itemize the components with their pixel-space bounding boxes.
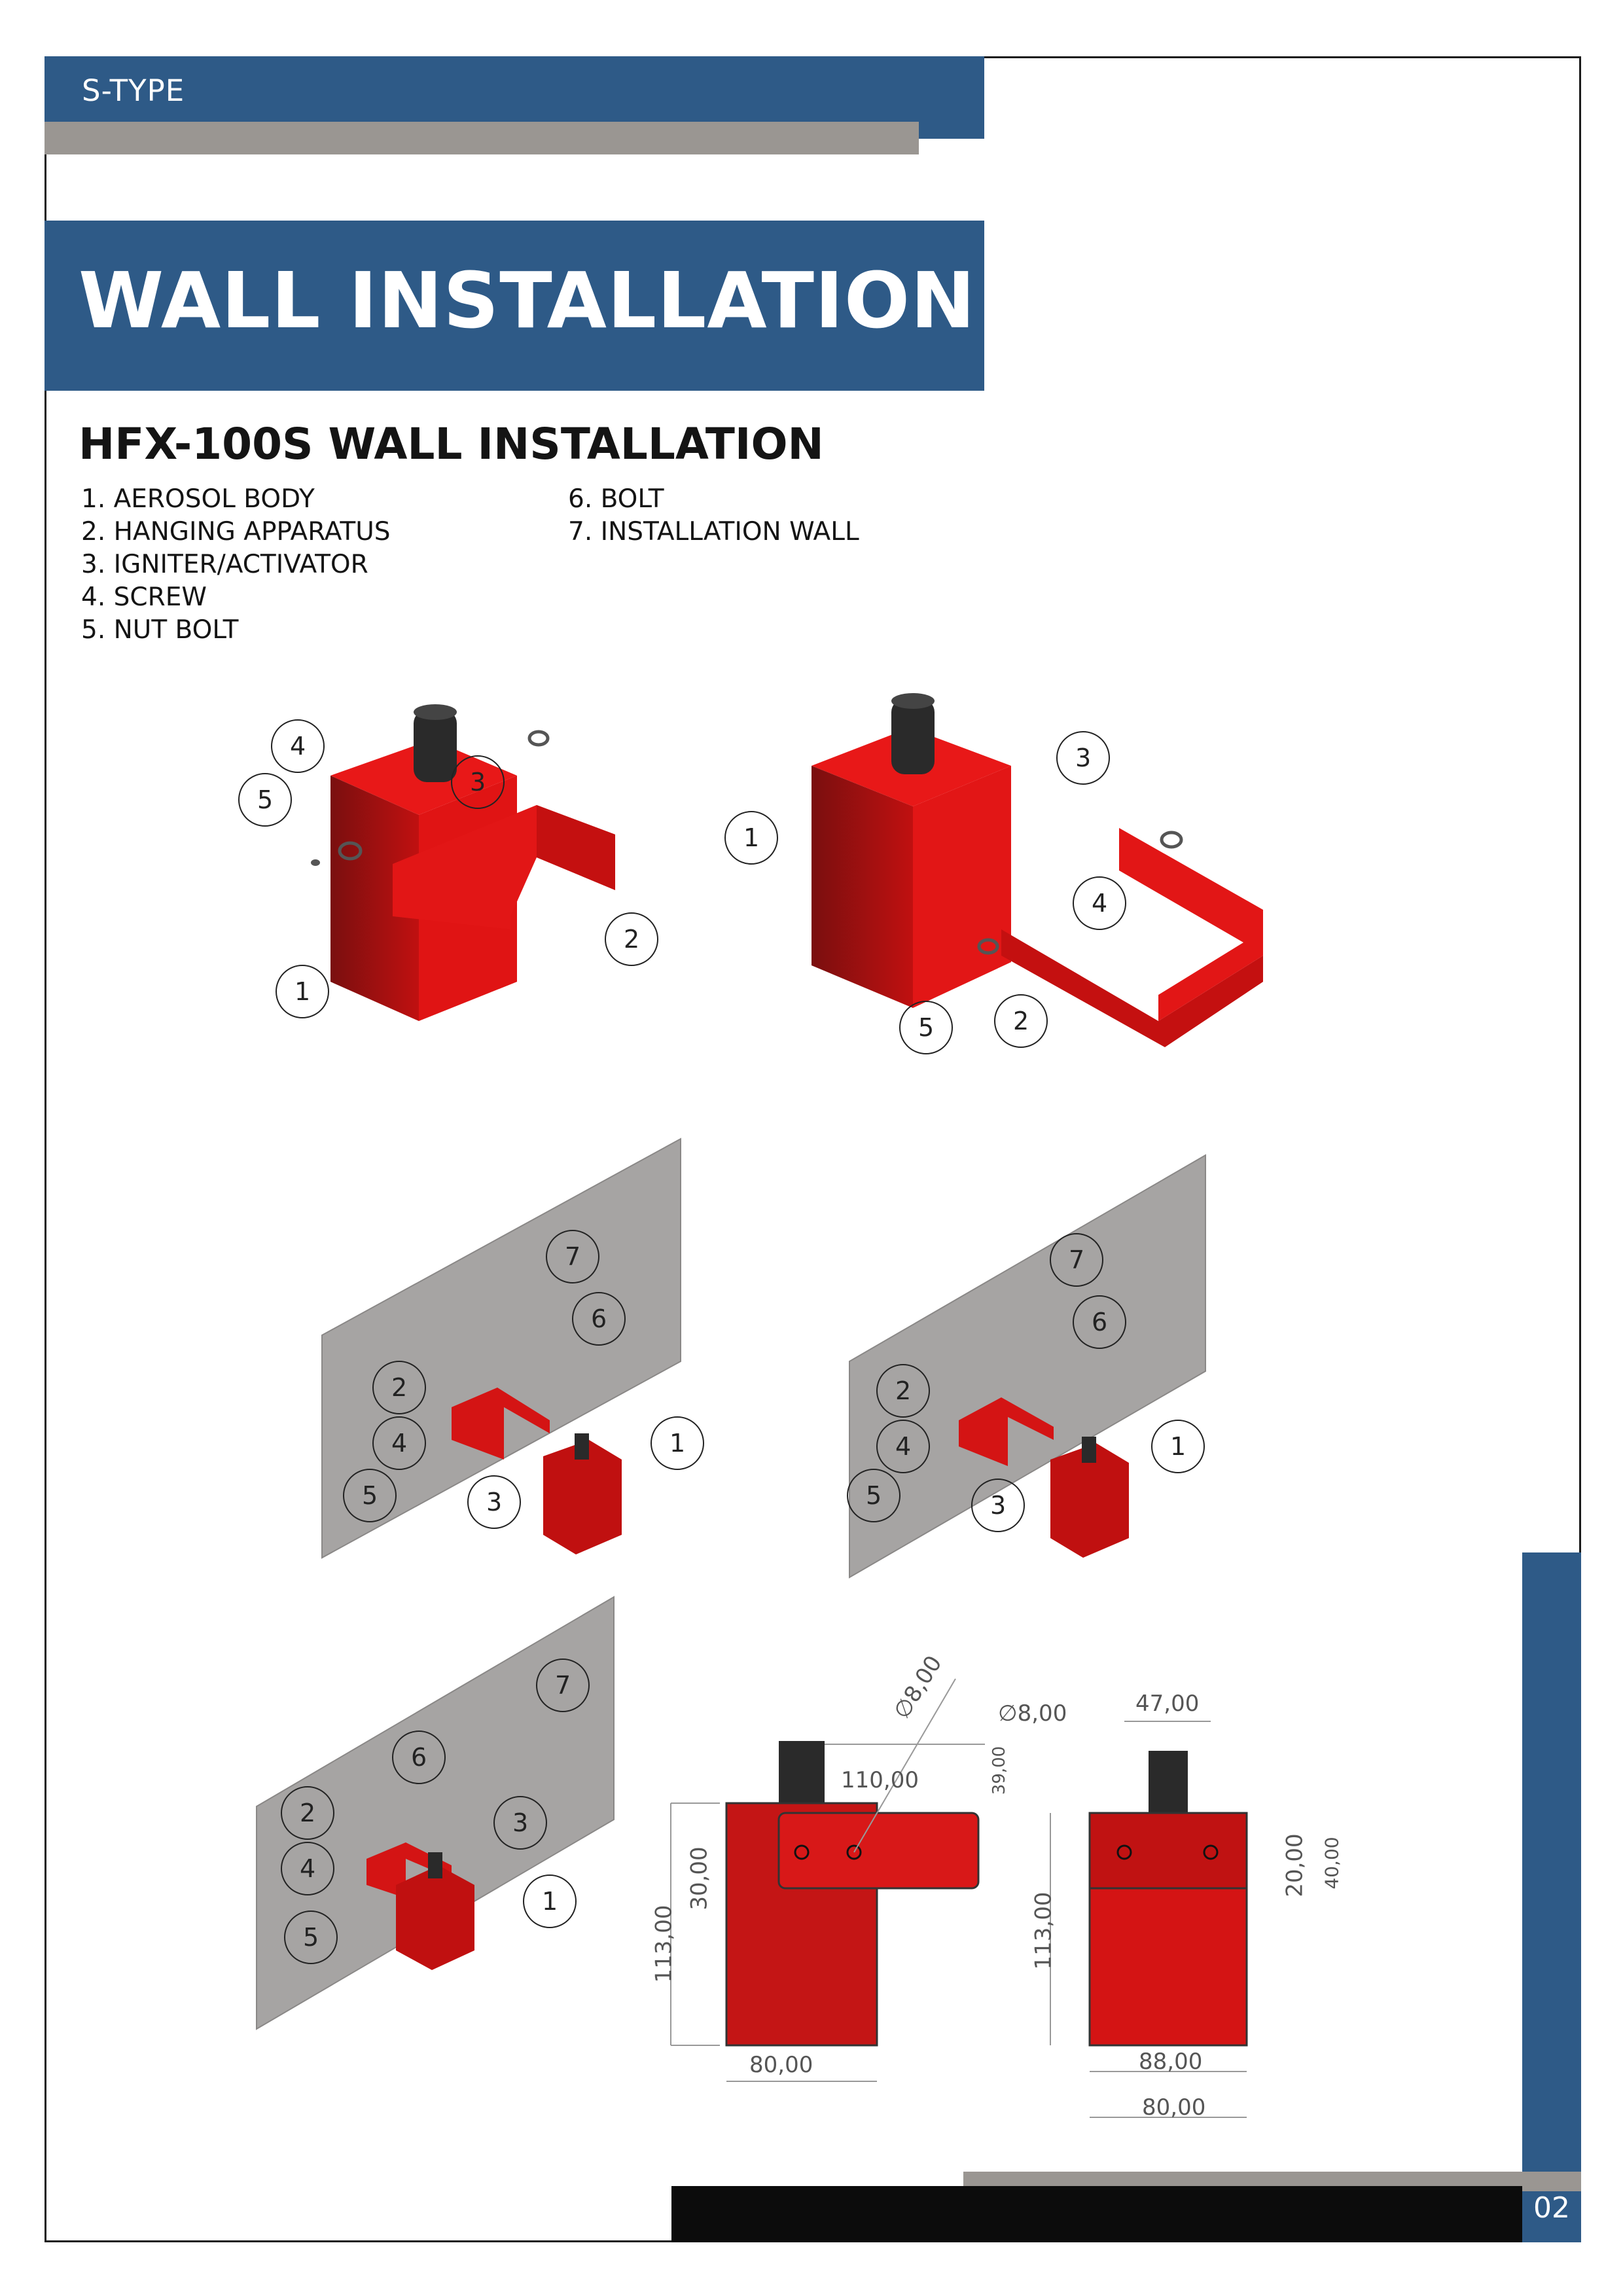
dimension-width: 80,00 (749, 2052, 813, 2078)
callout-label: 3 (512, 1808, 529, 1837)
dimension-height: 113,00 (1030, 1892, 1057, 1970)
dimension-hole-spacing: 47,00 (1135, 1691, 1200, 1717)
callout-label: 2 (624, 925, 640, 954)
callout-label: 2 (300, 1799, 316, 1827)
page-number: 02 (1533, 2191, 1570, 2225)
callout-label: 4 (1092, 889, 1108, 918)
legend-item: 6. BOLT (568, 484, 664, 514)
callout-label: 1 (743, 823, 760, 852)
legend-item: 1. AEROSOL BODY (81, 484, 315, 514)
dimension-hole-height: 20,00 (1281, 1833, 1308, 1897)
callout-label: 7 (555, 1671, 571, 1700)
dimension-height: 113,00 (651, 1905, 677, 1983)
dimension-width: 80,00 (1142, 2094, 1206, 2121)
callout-label: 7 (1069, 1246, 1085, 1274)
side-view-drawing (671, 1679, 985, 2081)
callout-label: 1 (1170, 1432, 1186, 1461)
product-type-tag: S-TYPE (82, 73, 185, 108)
callout-label: 3 (1075, 744, 1092, 772)
footer-black-bar (671, 2186, 1522, 2242)
callout-label: 5 (362, 1481, 378, 1510)
dimension-top-height: 39,00 (990, 1746, 1010, 1795)
dimension-outer-width: 88,00 (1139, 2049, 1203, 2075)
callout-label: 2 (391, 1373, 408, 1402)
legend-item: 7. INSTALLATION WALL (568, 517, 859, 547)
callout-label: 4 (895, 1432, 912, 1461)
dimension-hole-height: 30,00 (686, 1846, 713, 1910)
side-accent-bar (1522, 1552, 1581, 2242)
callout-label: 6 (591, 1304, 607, 1333)
callout-label: 5 (866, 1481, 882, 1510)
callout-label: 4 (300, 1854, 316, 1883)
callout-label: 6 (1092, 1308, 1108, 1336)
wall-view-2 (849, 1155, 1205, 1577)
legend-item: 5. NUT BOLT (81, 615, 239, 645)
callout-label: 7 (565, 1242, 581, 1271)
dimension-top-height: 40,00 (1321, 1837, 1343, 1890)
callout-label: 2 (895, 1376, 912, 1405)
callout-label: 3 (470, 768, 486, 797)
callout-label: 4 (391, 1429, 408, 1458)
callout-label: 6 (411, 1743, 427, 1772)
dimension-width-top: 110,00 (841, 1767, 919, 1793)
callout-label: 2 (1013, 1007, 1029, 1035)
callout-label: 3 (486, 1488, 503, 1516)
callout-label: 5 (303, 1923, 319, 1952)
callout-label: 5 (918, 1013, 935, 1042)
dimension-diameter: ∅8,00 (888, 1651, 948, 1724)
callout-label: 1 (669, 1429, 686, 1458)
legend-item: 4. SCREW (81, 583, 207, 612)
page-title: WALL INSTALLATION (79, 255, 976, 346)
section-subtitle: HFX-100S WALL INSTALLATION (79, 419, 824, 469)
dimension-diameter: ∅8,00 (998, 1700, 1067, 1727)
callout-label: 1 (542, 1887, 558, 1916)
callout-label: 1 (294, 977, 311, 1006)
assembly-view-a (311, 704, 615, 1021)
callout-label: 4 (290, 732, 306, 761)
assembly-view-b (812, 693, 1263, 1047)
callout-label: 5 (257, 785, 274, 814)
legend-item: 2. HANGING APPARATUS (81, 517, 391, 547)
legend-item: 3. IGNITER/ACTIVATOR (81, 550, 368, 579)
callout-label: 3 (990, 1491, 1007, 1520)
